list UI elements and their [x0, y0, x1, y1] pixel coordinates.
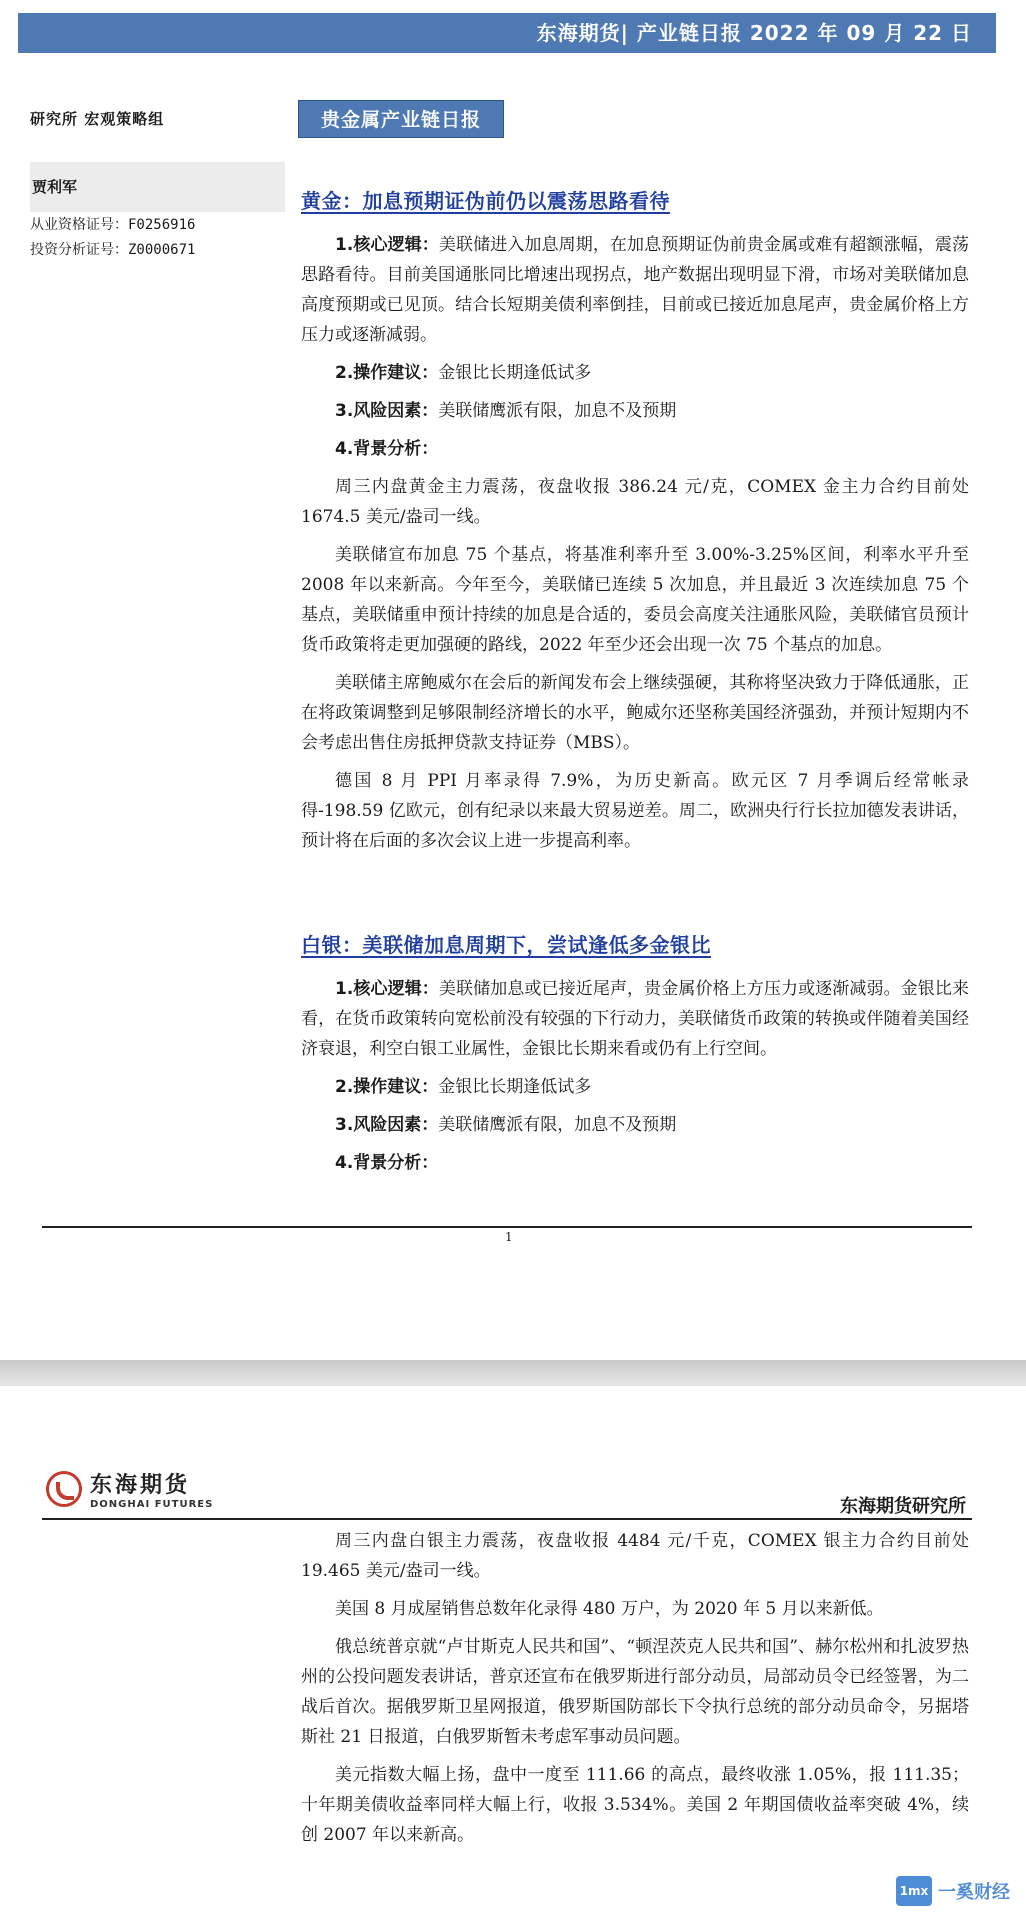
donghai-logo — [46, 1468, 213, 1510]
watermark-icon: 1mx — [896, 1876, 932, 1906]
page-2 — [0, 1386, 1026, 1922]
footer-rule — [42, 1226, 972, 1228]
silver-background-label: 4.背景分析： — [335, 1153, 439, 1173]
license-1: 从业资格证号：F0256916 — [30, 217, 196, 233]
gold-risk: 3.风险因素：美联储鹰派有限，加息不及预期 — [335, 401, 677, 421]
gold-title: 黄金：加息预期证伪前仍以震荡思路看待 — [301, 189, 670, 213]
institute-title: 东海期货研究所 — [840, 1496, 966, 1517]
gold-para-3: 美联储主席鲍威尔在会后的新闻发布会上继续强硬，其称将坚决致力于降低通胀，正在将政策调整到足够限制经济增长的水平，鲍威尔还坚称美国经济强劲，并预计短期内不会考虑出售住房抵押贷款支持证券（MBS）。 — [301, 673, 969, 753]
gold-core-logic: 1.核心逻辑：美联储进入加息周期，在加息预期证伪前贵金属或难有超额涨幅，震荡思路看待。目前美国通胀同比增速出现拐点，地产数据出现明显下滑，市场对美联储加息高度预期或已见顶。结合长短期美债利率倒挂，目前或已接近加息尾声，贵金属价格上方压力或逐渐减弱。 — [301, 235, 969, 345]
gold-para-2: 美联储宣布加息 75 个基点，将基准利率升至 3.00%-3.25%区间，利率水平升至 2008 年以来新高。今年至今，美联储已连续 5 次加息，并且最近 3 次连续加息 75 个基点，美联储重申预计持续的加息是合适的，委员会高度关注通胀风险，美联储官员预计货币政策将走更加强硬的路线，2022 年至少还会出现一次 75 个基点的加息。 — [301, 545, 969, 655]
gold-para-4: 德国 8 月 PPI 月率录得 7.9%，为历史新高。欧元区 7 月季调后经常帐录得-198.59 亿欧元，创有纪录以来最大贸易逆差。周二，欧洲央行行长拉加德发表讲话，预计将在后面的多次会议上进一步提高利率。 — [301, 771, 969, 851]
silver-background — [301, 1526, 969, 1858]
silver-para-1: 周三内盘白银主力震荡，夜盘收报 4484 元/千克，COMEX 银主力合约目前处 19.465 美元/盎司一线。 — [301, 1531, 969, 1581]
logo-en: DONGHAI FUTURES — [90, 1499, 214, 1510]
gold-section — [301, 186, 969, 864]
silver-title: 白银：美联储加息周期下，尝试逢低多金银比 — [301, 933, 711, 957]
report-header: 东海期货| 产业链日报 2022 年 09 月 22 日 — [18, 13, 996, 53]
watermark — [896, 1876, 1010, 1906]
page-gap — [0, 1360, 1026, 1386]
department: 研究所 宏观策略组 — [30, 110, 165, 128]
license-2: 投资分析证号：Z0000671 — [30, 242, 196, 258]
header-rule — [42, 1518, 972, 1520]
donghai-logo-icon — [46, 1471, 82, 1507]
silver-para-3: 俄总统普京就“卢甘斯克人民共和国”、“顿涅茨克人民共和国”、赫尔松州和扎波罗热州的公投问题发表讲话，普京还宣布在俄罗斯进行部分动员，局部动员令已经签署，为二战后首次。据俄罗斯卫星网报道，俄罗斯国防部长下令执行总统的部分动员命令，另据塔斯社 21 日报道，白俄罗斯暂未考虑军事动员问题。 — [301, 1637, 969, 1747]
gold-para-1: 周三内盘黄金主力震荡，夜盘收报 386.24 元/克，COMEX 金主力合约目前处 1674.5 美元/盎司一线。 — [301, 477, 969, 527]
gold-background-label: 4.背景分析： — [335, 439, 439, 459]
section-banner: 贵金属产业链日报 — [298, 100, 504, 138]
silver-section — [301, 930, 969, 1186]
silver-para-4: 美元指数大幅上扬，盘中一度至 111.66 的高点，最终收涨 1.05%，报 111.35；十年期美债收益率同样大幅上行，收报 3.534%。美国 2 年期国债收益率突破 4%，续创 2007 年以来新高。 — [301, 1765, 969, 1845]
silver-para-2: 美国 8 月成屋销售总数年化录得 480 万户，为 2020 年 5 月以来新低。 — [335, 1599, 884, 1619]
silver-risk: 3.风险因素：美联储鹰派有限，加息不及预期 — [335, 1115, 677, 1135]
silver-core-logic: 1.核心逻辑：美联储加息或已接近尾声，贵金属价格上方压力或逐渐减弱。金银比来看，在货币政策转向宽松前没有较强的下行动力，美联储货币政策的转换或伴随着美国经济衰退，利空白银工业属性，金银比长期来看或仍有上行空间。 — [301, 979, 969, 1059]
silver-operation: 2.操作建议：金银比长期逢低试多 — [335, 1077, 592, 1097]
logo-cn: 东海期货 — [90, 1473, 191, 1498]
sidebar — [30, 108, 285, 262]
page-number: 1 — [505, 1230, 513, 1244]
gold-operation: 2.操作建议：金银比长期逢低试多 — [335, 363, 592, 383]
watermark-text: 一奚财经 — [938, 1882, 1010, 1903]
author: 贾利军 — [30, 162, 285, 212]
